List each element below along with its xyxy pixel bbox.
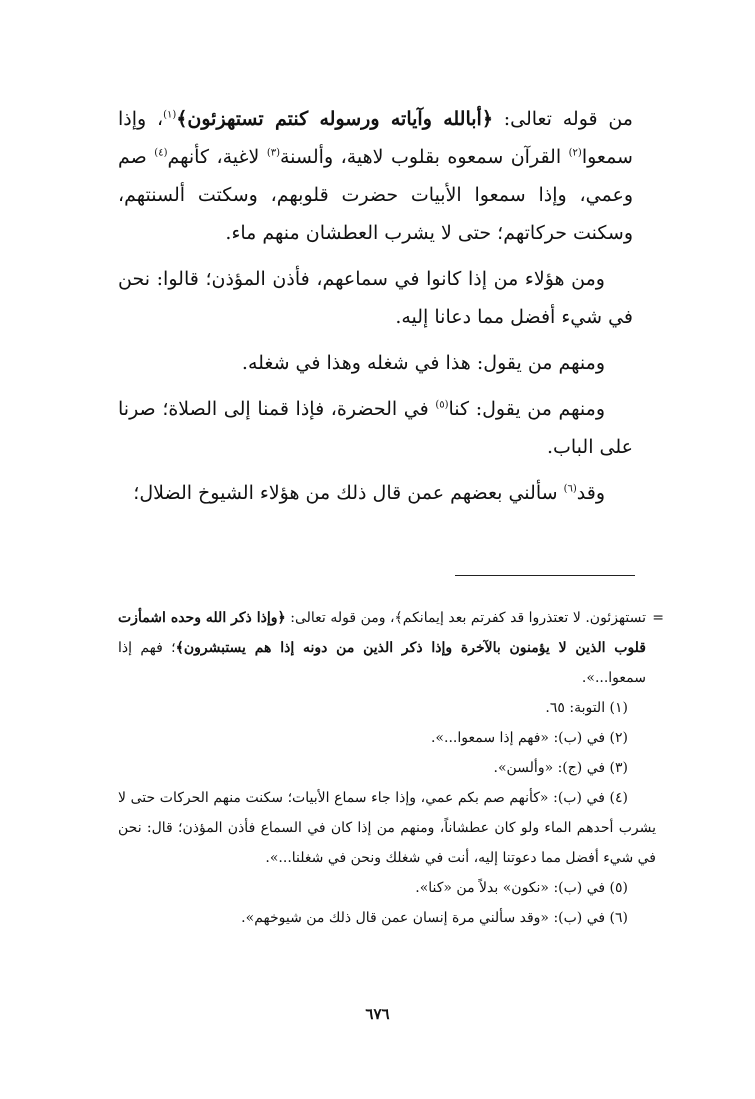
continuation-marker: = bbox=[652, 610, 664, 626]
footnote-ref-2: (٢) bbox=[568, 147, 582, 159]
footnote-2: (٢) في (ب): «فهم إذا سمعوا...». bbox=[430, 730, 628, 746]
footnote-divider bbox=[455, 575, 635, 576]
p1-text-a: من قوله تعالى: bbox=[492, 108, 633, 130]
p4-text-b: في الحضرة، فإذا قمنا إلى الصلاة؛ صرنا على الباب. bbox=[118, 398, 633, 458]
continuation-text-a: تستهزئون. لا تعتذروا قد كفرتم بعد إيمانكم﴾، ومن قوله تعالى: bbox=[285, 610, 646, 626]
footnote-ref-3: (٣) bbox=[266, 147, 280, 159]
p1-text-c: القرآن سمعوه بقلوب لاهية، وألسنة bbox=[280, 146, 569, 168]
footnote-ref-1: (١) bbox=[163, 109, 177, 121]
footnote-1: (١) التوبة: ٦٥. bbox=[545, 700, 628, 716]
p1-text-e: صم وعمي، وإذا سمعوا الأبيات حضرت قلوبهم، وسكتت ألسنتهم، وسكنت حركاتهم؛ حتى لا يشرب العطشان منهم ماء. bbox=[118, 146, 633, 244]
footnotes bbox=[118, 603, 664, 933]
footnote-3: (٣) في (ج): «وألسن». bbox=[493, 760, 628, 776]
p4-text-a: ومنهم من يقول: كنا bbox=[448, 398, 605, 420]
paragraph-5 bbox=[118, 474, 633, 512]
main-text bbox=[118, 100, 633, 520]
page-number: ٦٧٦ bbox=[365, 1005, 390, 1023]
p1-text-b: ، وإذا سمعوا bbox=[118, 108, 633, 168]
footnote-6: (٦) في (ب): «وقد سألني مرة إنسان عمن قال ذلك من شيوخهم». bbox=[241, 910, 628, 926]
paragraph-3: ومنهم من يقول: هذا في شغله وهذا في شغله. bbox=[241, 352, 605, 374]
footnote-5: (٥) في (ب): «نكون» بدلاً من «كنا». bbox=[415, 880, 628, 896]
footnote-ref-6: (٦) bbox=[563, 483, 577, 495]
footnote-continuation bbox=[118, 603, 664, 693]
p5-text-b: سألني بعضهم عمن قال ذلك من هؤلاء الشيوخ الضلال؛ bbox=[133, 482, 564, 504]
continuation-verse: ﴿وإذا ذكر الله وحده اشمأزت قلوب الذين لا يؤمنون بالآخرة وإذا ذكر الذين من دونه إذا هم يستبشرون﴾ bbox=[118, 610, 647, 656]
paragraph-1 bbox=[118, 100, 633, 252]
p1-text-d: لاغية، كأنهم bbox=[167, 146, 267, 168]
continuation-text-c: ؛ فهم إذا سمعوا...». bbox=[118, 640, 646, 686]
quran-verse: ﴿أبالله وآياته ورسوله كنتم تستهزئون﴾ bbox=[176, 108, 493, 130]
footnote-ref-4: (٤) bbox=[154, 147, 168, 159]
footnote-4: (٤) في (ب): «كأنهم صم بكم عمي، وإذا جاء سماع الأبيات؛ سكنت منهم الحركات حتى لا يشرب أحدهم الماء ولو كان عطشاناً، ومنهم من إذا كان في السماع فأذن المؤذن؛ قال: نحن في شيء أفضل مما دعوتنا إليه، أنت في شغلك ونحن في شغلنا...». bbox=[118, 790, 656, 866]
paragraph-4 bbox=[118, 390, 633, 466]
paragraph-2: ومن هؤلاء من إذا كانوا في سماعهم، فأذن المؤذن؛ قالوا: نحن في شيء أفضل مما دعانا إليه. bbox=[118, 268, 633, 328]
p5-text-a: وقد bbox=[576, 482, 605, 504]
footnote-ref-5: (٥) bbox=[435, 399, 449, 411]
